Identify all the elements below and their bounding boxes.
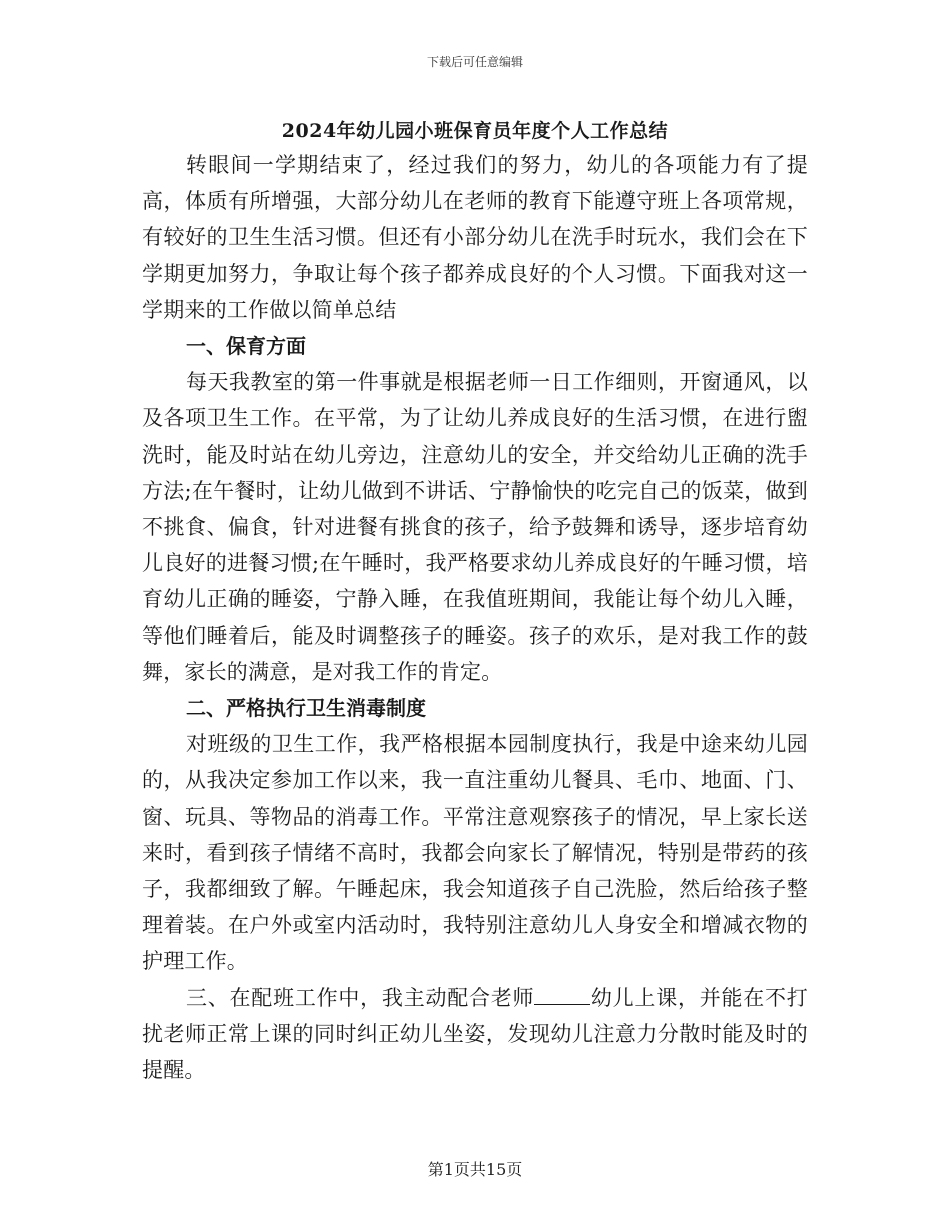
assist-text-before: 三、在配班工作中，我主动配合老师: [186, 985, 535, 1010]
fill-in-blank: [534, 984, 590, 1005]
intro-paragraph: 转眼间一学期结束了，经过我们的努力，幼儿的各项能力有了提高，体质有所增强，大部分幼儿在老师的教育下能遵守班上各项常规，有较好的卫生生活习惯。但还有小部分幼儿在洗手时玩水，我们会在下学期更加努力，争取让每个孩子都养成良好的个人习惯。下面我对这一学期来的工作做以简单总结: [142, 153, 808, 322]
section-paragraph-care: 每天我教室的第一件事就是根据老师一日工作细则，开窗通风，以及各项卫生工作。在平常，为了让幼儿养成良好的生活习惯，在进行盥洗时，能及时站在幼儿旁边，注意幼儿的安全，并交给幼儿正确的洗手方法;在午餐时，让幼儿做到不讲话、宁静愉快的吃完自己的饭菜，做到不挑食、偏食，针对进餐有挑食的孩子，给予鼓舞和诱导，逐步培育幼儿良好的进餐习惯;在午睡时，我严格要求幼儿养成良好的午睡习惯，培育幼儿正确的睡姿，宁静入睡，在我值班期间，我能让每个幼儿入睡，等他们睡着后，能及时调整孩子的睡姿。孩子的欢乐，是对我工作的鼓舞，家长的满意，是对我工作的肯定。: [142, 370, 808, 684]
document-body: [142, 147, 808, 1088]
assist-text-after: 幼儿上课，并能在不打扰老师正常上课的同时纠正幼儿坐姿，发现幼儿注意力分散时能及时的提醒。: [142, 985, 809, 1083]
section-paragraph-assist: [142, 980, 808, 1089]
page-number: 第1页共15页: [427, 1160, 523, 1179]
section-heading-care: 一、保育方面: [186, 334, 306, 359]
section-heading-hygiene: 二、严格执行卫生消毒制度: [186, 696, 426, 721]
header-note: 下载后可任意编辑: [426, 55, 523, 69]
section-paragraph-hygiene: 对班级的卫生工作，我严格根据本园制度执行，我是中途来幼儿园的，从我决定参加工作以来，我一直注重幼儿餐具、毛巾、地面、门、窗、玩具、等物品的消毒工作。平常注意观察孩子的情况，早上家长送来时，看到孩子情绪不高时，我都会向家长了解情况，特别是带药的孩子，我都细致了解。午睡起床，我会知道孩子自己洗脸，然后给孩子整理着装。在户外或室内活动时，我特别注意幼儿人身安全和增减衣物的护理工作。: [142, 732, 808, 974]
document-title: 2024年幼儿园小班保育员年度个人工作总结: [281, 120, 669, 142]
